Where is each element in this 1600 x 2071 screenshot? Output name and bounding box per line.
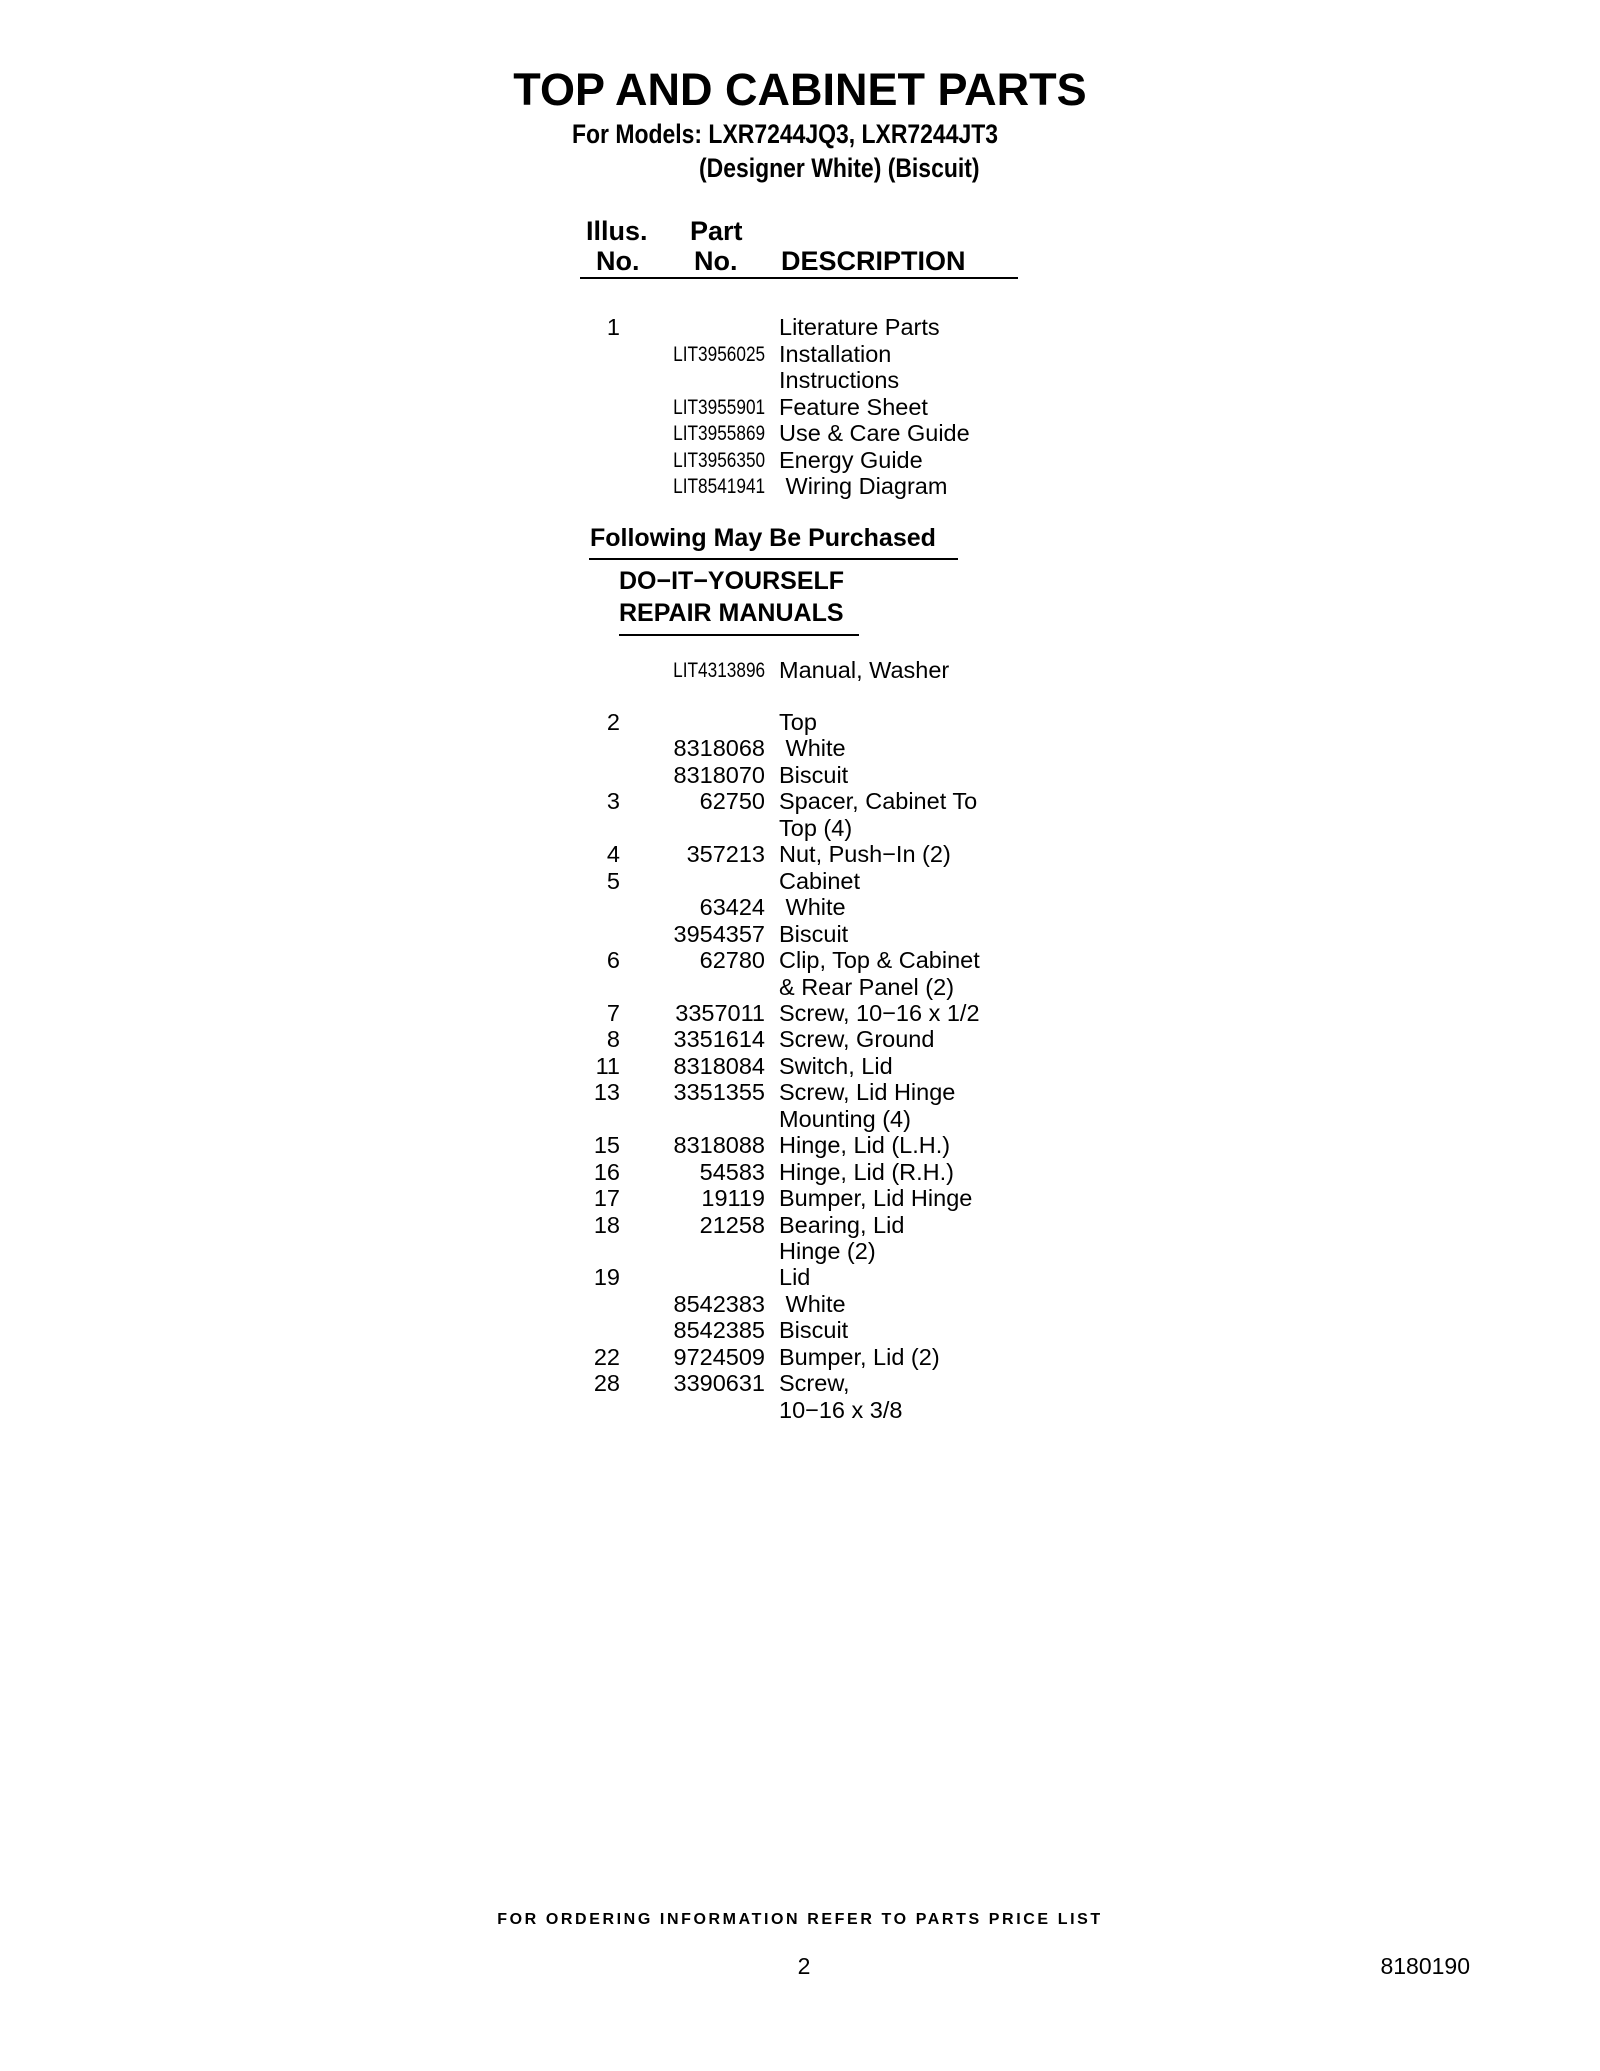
manual-description: Manual, Washer	[779, 657, 950, 683]
illus-number: 17	[593, 1185, 620, 1212]
illus-number: 2	[606, 709, 620, 735]
purchase-heading-underline	[589, 558, 958, 560]
part-description: Screw, 10−16 x 1/2	[779, 999, 980, 1026]
parts-row	[0, 947, 1600, 974]
page-number: 2	[797, 1953, 811, 1979]
part-number: 3357011	[675, 999, 765, 1026]
part-description: Screw,	[779, 1370, 850, 1397]
part-description: Nut, Push−In (2)	[779, 841, 951, 868]
part-description: Feature Sheet	[779, 393, 928, 420]
illus-number: 11	[595, 1052, 620, 1079]
manual-part-number: LIT4313896	[673, 659, 765, 682]
literature-row	[0, 367, 1600, 394]
literature-row	[0, 447, 1600, 474]
part-description: Bumper, Lid Hinge	[779, 1185, 973, 1212]
part-description: Installation	[779, 340, 892, 367]
part-number: 62780	[699, 947, 765, 974]
literature-row	[0, 341, 1600, 368]
manual-row	[0, 657, 1600, 684]
illus-number: 6	[606, 947, 620, 974]
diy-manuals-heading-line2: REPAIR MANUALS	[619, 599, 844, 627]
parts-row	[0, 894, 1600, 921]
part-number: LIT3956025	[673, 342, 765, 366]
part-description: Clip, Top & Cabinet	[779, 947, 980, 974]
part-number: 3351614	[673, 1026, 765, 1053]
part-number: 8318088	[673, 1132, 765, 1159]
parts-row	[0, 815, 1600, 842]
parts-row	[0, 1370, 1600, 1397]
literature-row	[0, 394, 1600, 421]
part-number: 63424	[699, 894, 765, 921]
parts-row	[0, 1212, 1600, 1239]
part-description: Biscuit	[779, 761, 849, 788]
header-illus-label: Illus.	[586, 216, 648, 246]
illus-number: 1	[606, 314, 620, 340]
parts-row	[0, 868, 1600, 895]
part-number: 62750	[699, 788, 765, 815]
parts-row	[0, 974, 1600, 1001]
literature-row	[0, 473, 1600, 500]
part-description: Hinge, Lid (L.H.)	[779, 1132, 951, 1159]
part-number: 9724509	[673, 1343, 765, 1370]
part-description: Wiring Diagram	[779, 473, 948, 499]
illus-number: 28	[593, 1370, 620, 1397]
parts-row	[0, 1132, 1600, 1159]
part-description: White	[779, 735, 846, 762]
part-number: 3351355	[673, 1079, 765, 1106]
page-title: TOP AND CABINET PARTS	[513, 64, 1087, 115]
illus-number: 22	[593, 1343, 620, 1370]
part-number: 3954357	[673, 920, 765, 947]
ordering-note: FOR ORDERING INFORMATION REFER TO PARTS PRICE LIST	[497, 1911, 1103, 1928]
part-description: Mounting (4)	[779, 1105, 911, 1132]
parts-row	[0, 921, 1600, 948]
part-number: 8318070	[673, 761, 765, 788]
illus-number: 15	[593, 1132, 620, 1159]
illus-number: 4	[606, 841, 620, 868]
part-number: 8318084	[673, 1052, 765, 1079]
part-description: Spacer, Cabinet To	[779, 788, 978, 815]
header-divider	[580, 277, 1018, 279]
purchase-heading: Following May Be Purchased	[590, 524, 936, 552]
part-description: Use & Care Guide	[779, 420, 970, 446]
colors-line: (Designer White) (Biscuit)	[699, 153, 980, 183]
part-description: Biscuit	[779, 920, 849, 947]
parts-row	[0, 788, 1600, 815]
parts-row	[0, 1000, 1600, 1027]
parts-row	[0, 1291, 1600, 1318]
literature-row	[0, 420, 1600, 447]
header-part-no-label: No.	[694, 246, 738, 276]
parts-row	[0, 1317, 1600, 1344]
parts-row	[0, 709, 1600, 736]
part-description: & Rear Panel (2)	[779, 973, 955, 1000]
part-number: 8318068	[673, 735, 765, 762]
part-description: Top	[779, 709, 817, 735]
part-description: Top (4)	[779, 814, 853, 841]
parts-row	[0, 1159, 1600, 1186]
parts-row	[0, 1106, 1600, 1133]
part-number: 19119	[701, 1185, 765, 1212]
diy-manuals-heading-line1: DO−IT−YOURSELF	[619, 567, 845, 595]
part-description: Hinge, Lid (R.H.)	[779, 1158, 954, 1185]
part-number: 8542385	[673, 1317, 765, 1344]
illus-number: 18	[593, 1211, 620, 1238]
illus-number: 3	[606, 788, 620, 815]
parts-row	[0, 1079, 1600, 1106]
parts-row	[0, 1053, 1600, 1080]
part-number: 3390631	[673, 1370, 765, 1397]
parts-row	[0, 1026, 1600, 1053]
part-description: 10−16 x 3/8	[779, 1396, 903, 1423]
part-description: Lid	[779, 1264, 811, 1291]
illus-number: 19	[593, 1264, 620, 1291]
part-number: 54583	[699, 1158, 765, 1185]
header-description-label: DESCRIPTION	[781, 246, 966, 276]
part-number: 357213	[686, 841, 765, 868]
parts-row	[0, 1397, 1600, 1424]
part-number: LIT8541941	[673, 475, 765, 498]
part-description: Bumper, Lid (2)	[779, 1343, 940, 1370]
part-description: Energy Guide	[779, 446, 923, 473]
part-description: White	[779, 894, 846, 921]
part-description: White	[779, 1290, 846, 1317]
parts-row	[0, 1264, 1600, 1291]
diy-manuals-underline	[619, 634, 859, 636]
parts-row	[0, 1238, 1600, 1265]
header-illus-no-label: No.	[596, 246, 640, 276]
illus-number: 16	[593, 1158, 620, 1185]
models-line: For Models: LXR7244JQ3, LXR7244JT3	[572, 119, 999, 149]
part-number: 21258	[699, 1211, 765, 1238]
document-number: 8180190	[1380, 1953, 1470, 1979]
part-description: Screw, Ground	[779, 1026, 935, 1053]
part-number: LIT3955869	[673, 422, 765, 445]
illus-number: 8	[606, 1026, 620, 1053]
parts-row	[0, 735, 1600, 762]
part-description: Switch, Lid	[779, 1052, 893, 1079]
part-description: Screw, Lid Hinge	[779, 1079, 956, 1106]
illus-number: 5	[606, 867, 620, 894]
part-number: LIT3956350	[673, 448, 765, 472]
part-number: 8542383	[673, 1290, 765, 1317]
part-description: Cabinet	[779, 867, 860, 894]
illus-number: 13	[593, 1079, 620, 1106]
part-number: LIT3955901	[673, 395, 765, 419]
part-description: Biscuit	[779, 1317, 849, 1344]
parts-row	[0, 762, 1600, 789]
parts-row	[0, 1344, 1600, 1371]
parts-row	[0, 1185, 1600, 1212]
part-description: Hinge (2)	[779, 1238, 876, 1264]
part-description: Bearing, Lid	[779, 1211, 905, 1238]
illus-number: 7	[606, 999, 620, 1026]
literature-row	[0, 314, 1600, 341]
parts-row	[0, 841, 1600, 868]
header-part-label: Part	[690, 216, 743, 246]
part-description: Instructions	[779, 367, 900, 393]
part-description: Literature Parts	[779, 314, 940, 340]
